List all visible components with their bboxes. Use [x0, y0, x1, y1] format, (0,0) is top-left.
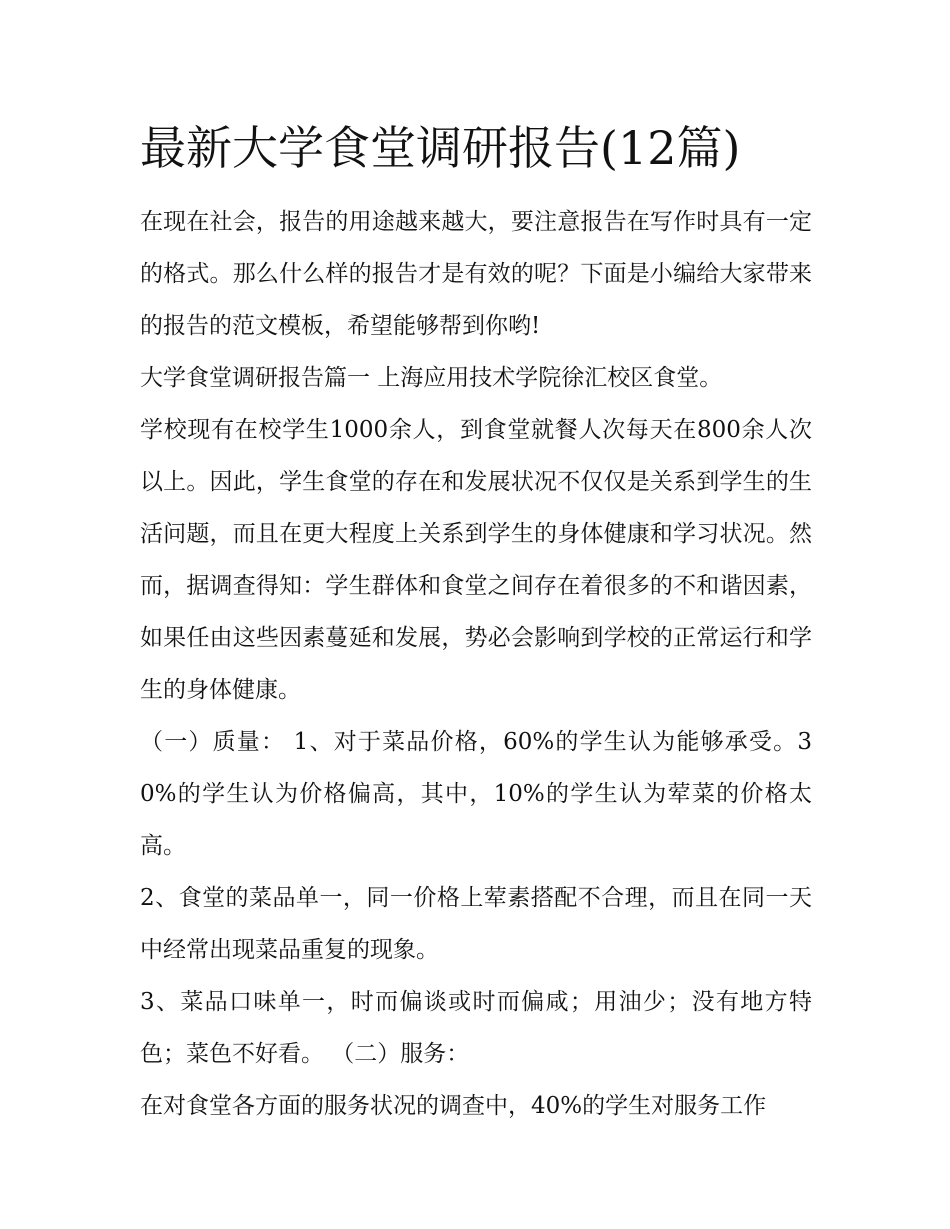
document-title: 最新大学食堂调研报告(12篇)	[140, 121, 741, 175]
paragraph-quality-variety: 2、食堂的菜品单一，同一价格上荤素搭配不合理，而且在同一天中经常出现菜品重复的现象。	[140, 885, 812, 963]
paragraph-service: 在对食堂各方面的服务状况的调查中，40%的学生对服务工作	[140, 1093, 767, 1119]
document-body	[140, 196, 812, 1132]
paragraph-intro: 在现在社会，报告的用途越来越大，要注意报告在写作时具有一定的格式。那么什么样的报告才是有效的呢？下面是小编给大家带来的报告的范文模板，希望能够帮到你哟!	[140, 209, 812, 339]
paragraph-quality-price: （一）质量： 1、对于菜品价格，60%的学生认为能够承受。30%的学生认为价格偏高，其中，10%的学生认为荤菜的价格太高。	[140, 729, 812, 859]
paragraph-section-heading: 大学食堂调研报告篇一 上海应用技术学院徐汇校区食堂。	[140, 365, 723, 391]
paragraph-quality-taste: 3、菜品口味单一，时而偏谈或时而偏咸；用油少；没有地方特色；菜色不好看。 （二）服务：	[140, 989, 812, 1067]
paragraph-background: 学校现有在校学生1000余人，到食堂就餐人次每天在800余人次以上。因此，学生食堂的存在和发展状况不仅仅是关系到学生的生活问题，而且在更大程度上关系到学生的身体健康和学习状况。然而，据调查得知：学生群体和食堂之间存在着很多的不和谐因素，如果任由这些因素蔓延和发展，势必会影响到学校的正常运行和学生的身体健康。	[140, 417, 812, 703]
